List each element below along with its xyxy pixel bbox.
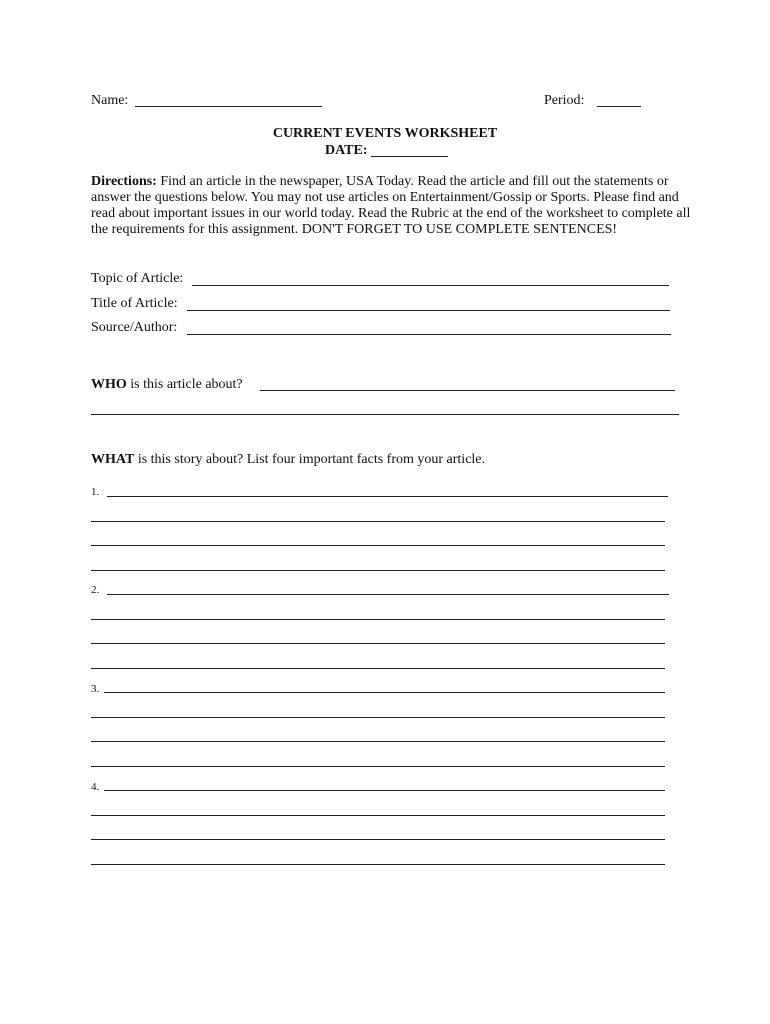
- fact-2-line-1[interactable]: [107, 594, 669, 595]
- name-blank-line[interactable]: [135, 106, 322, 107]
- directions-label: Directions:: [91, 174, 157, 189]
- source-blank-line[interactable]: [187, 334, 671, 335]
- directions-paragraph: [91, 174, 691, 238]
- fact-4-line-1[interactable]: [104, 790, 665, 791]
- title-blank-line[interactable]: [187, 310, 670, 311]
- fact-4-line-2[interactable]: [91, 815, 665, 816]
- who-answer-line-2[interactable]: [91, 414, 679, 415]
- fact-4-line-3[interactable]: [91, 839, 665, 840]
- date-blank-line[interactable]: [371, 156, 448, 157]
- fact-3-line-1[interactable]: [104, 692, 665, 693]
- fact-3-line-4[interactable]: [91, 766, 665, 767]
- fact-1-line-4[interactable]: [91, 570, 665, 571]
- fact-4-line-4[interactable]: [91, 864, 665, 865]
- fact-2-line-3[interactable]: [91, 643, 665, 644]
- fact-number-4: 4.: [91, 781, 100, 793]
- topic-label: Topic of Article:: [91, 271, 184, 286]
- who-answer-line-1[interactable]: [260, 390, 675, 391]
- who-rest: is this article about?: [126, 377, 243, 392]
- fact-1-line-2[interactable]: [91, 521, 665, 522]
- fact-2-line-4[interactable]: [91, 668, 665, 669]
- who-question: [91, 377, 243, 393]
- fact-1-line-3[interactable]: [91, 545, 665, 546]
- directions-text: Find an article in the newspaper, USA Today. Read the article and fill out the statements or answer the questions below. You may not use articles on Entertainment/Gossip or Sports. Please find and read about important issues in our world today. Read the Rubric at the end of the worksheet to complete all the requirements for this assignment. DON'T FORGET TO USE COMPLETE SENTENCES!: [91, 174, 691, 237]
- date-label: DATE:: [325, 143, 368, 158]
- title-of-article-label: Title of Article:: [91, 296, 178, 311]
- fact-number-1: 1.: [91, 486, 100, 498]
- fact-2-line-2[interactable]: [91, 619, 665, 620]
- name-label: Name:: [91, 93, 129, 108]
- source-author-label: Source/Author:: [91, 320, 178, 335]
- what-bold: WHAT: [91, 452, 135, 467]
- period-blank-line[interactable]: [597, 106, 641, 107]
- fact-3-line-2[interactable]: [91, 717, 665, 718]
- fact-number-3: 3.: [91, 683, 100, 695]
- fact-3-line-3[interactable]: [91, 741, 665, 742]
- fact-number-2: 2.: [91, 584, 100, 596]
- what-rest: is this story about? List four important facts from your article.: [134, 452, 486, 467]
- fact-1-line-1[interactable]: [107, 496, 668, 497]
- what-question: [91, 452, 485, 468]
- topic-blank-line[interactable]: [192, 285, 669, 286]
- period-label: Period:: [544, 93, 585, 108]
- who-bold: WHO: [91, 377, 127, 392]
- worksheet-title: CURRENT EVENTS WORKSHEET: [272, 126, 498, 141]
